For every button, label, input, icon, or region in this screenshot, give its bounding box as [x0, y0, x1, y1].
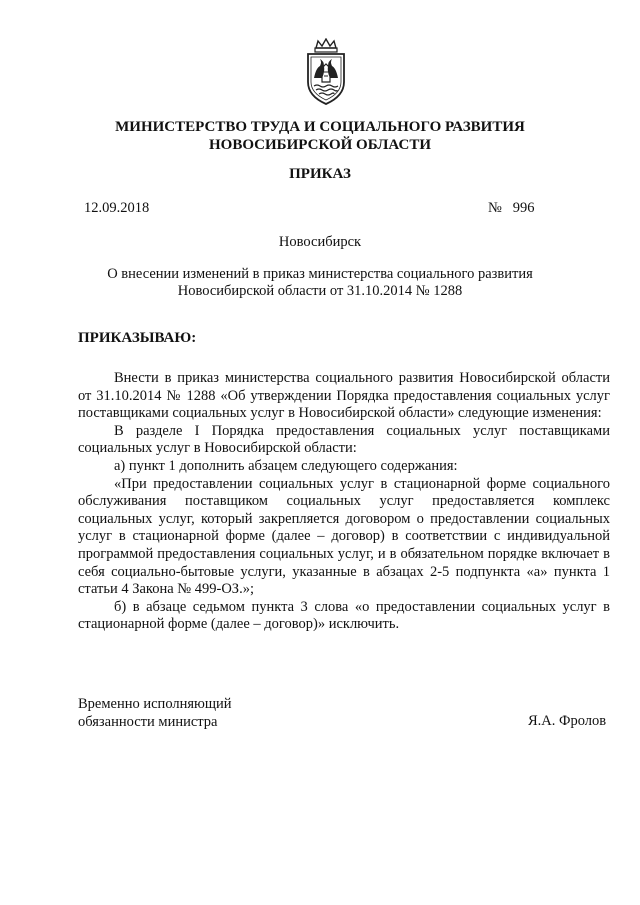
paragraph: «При предоставлении социальных услуг в стационарной форме социального обслуживания поставщиком социальных услуг предоставляется комплекс социальных услуг, который закрепляется договором о предоставлении социальных услуг в стационарной форме (далее – договор) в соответствии с индивидуальной программой предоставления социальных услуг, и в обязательном порядке включает в себя социально-бытовые услуги, указанные в абзацах 2-5 подпункта «а» пункта 1 статьи 4 Закона № 499-ОЗ.»;: [78, 475, 610, 598]
document-subject: О внесении изменений в приказ министерства социального развития Новосибирской области от 31.10.2014 № 1288: [107, 266, 533, 299]
paragraph: В разделе I Порядка предоставления социальных услуг поставщиками социальных услуг в Новосибирской области:: [78, 422, 610, 457]
signer-name: Я.А. Фролов: [528, 713, 607, 729]
document-body: [78, 370, 610, 634]
document-date: 12.09.2018: [84, 200, 150, 216]
number-value: 996: [512, 200, 535, 216]
signer-position-line1: Временно исполняющий: [78, 696, 232, 712]
ministry-name-line2: НОВОСИБИРСКОЙ ОБЛАСТИ: [208, 137, 432, 153]
order-word: ПРИКАЗЫВАЮ:: [78, 330, 197, 346]
paragraph: а) пункт 1 дополнить абзацем следующего содержания:: [114, 457, 458, 474]
document-number: [488, 200, 534, 217]
signature-block: [78, 695, 232, 731]
coat-of-arms-icon: [300, 38, 352, 108]
document-type: ПРИКАЗ: [289, 166, 351, 182]
paragraph: Внести в приказ министерства социального развития Новосибирской области от 31.10.2014 № 1288 «Об утверждении Порядка предоставления социальных услуг поставщиками социальных услуг в Новосибирской области» следующие изменения:: [78, 370, 610, 422]
ministry-name-line1: МИНИСТЕРСТВО ТРУДА И СОЦИАЛЬНОГО РАЗВИТИЯ: [115, 119, 525, 135]
signer-position-line2: обязанности министра: [78, 714, 218, 730]
paragraph: б) в абзаце седьмом пункта 3 слова «о предоставлении социальных услуг в стационарной форме (далее – договор)» исключить.: [78, 598, 610, 633]
document-city: Новосибирск: [278, 234, 362, 250]
number-label: №: [488, 200, 502, 216]
